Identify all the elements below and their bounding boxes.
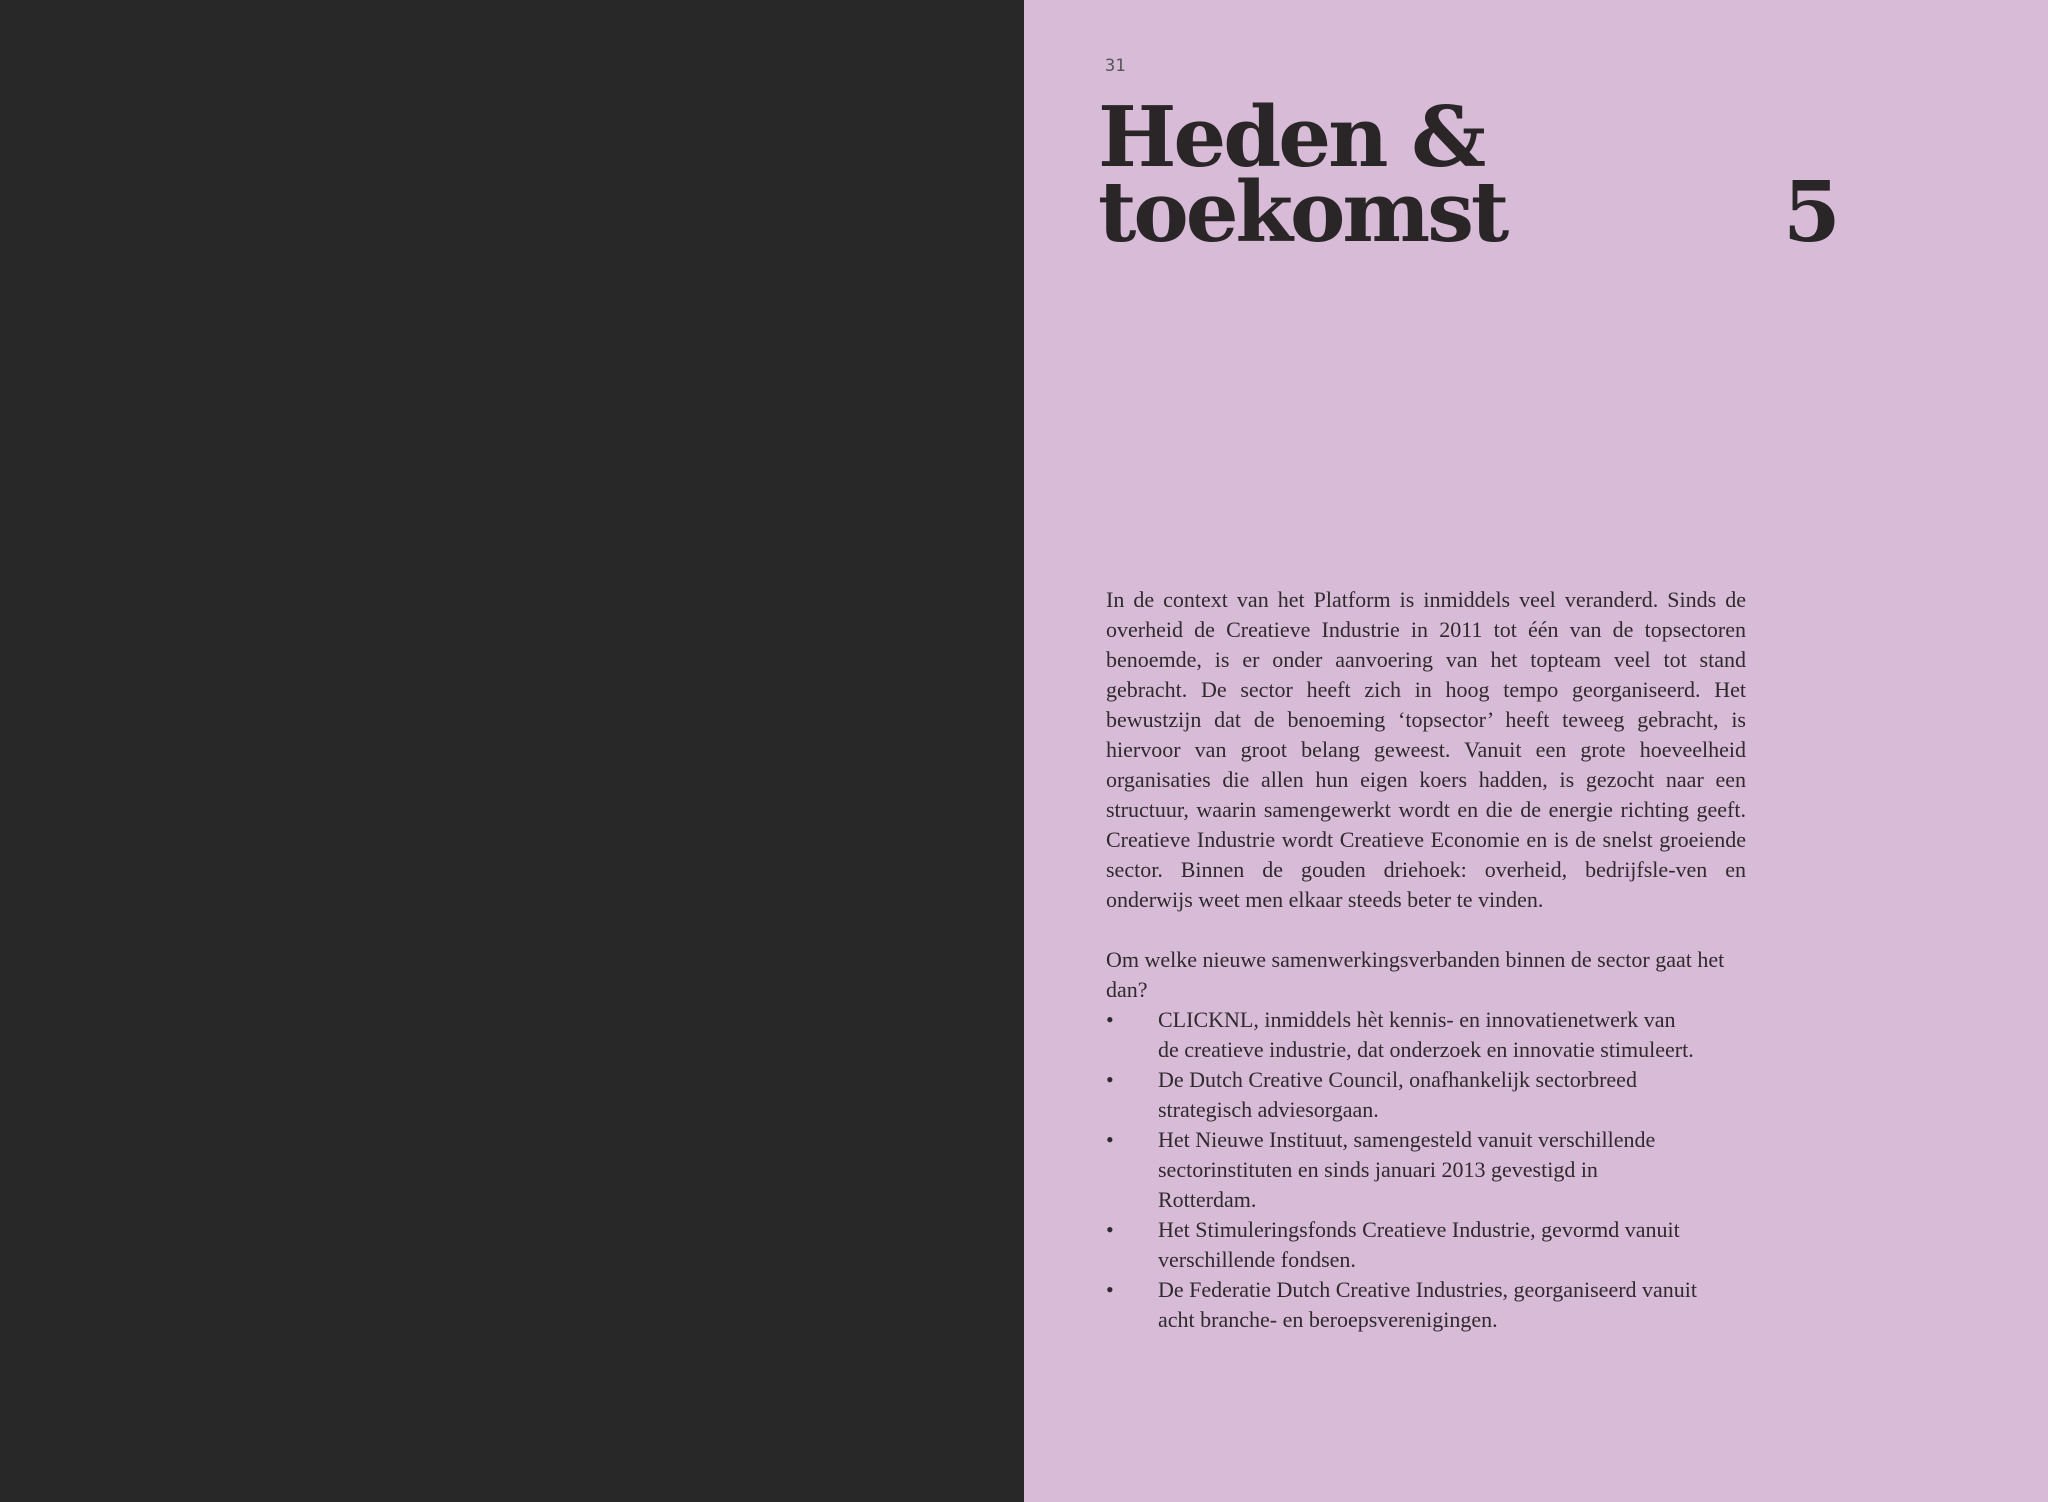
list-item-text: Het Stimuleringsfonds Creatieve Industrie, gevormd vanuit verschillende fondsen.	[1158, 1217, 1680, 1272]
list-item-text: Het Nieuwe Instituut, samengesteld vanuit verschillende sectorinstituten en sinds januari 2013 gevestigd in Rotterdam.	[1158, 1127, 1656, 1212]
page-number: 31	[1105, 56, 1126, 76]
intro-paragraph: In de context van het Platform is inmiddels veel veranderd. Sinds de overheid de Creatieve Industrie in 2011 tot één van de topsectoren benoemde, is er onder aanvoering van het topteam veel tot stand gebracht. De sector heeft zich in hoog tempo georganiseerd. Het bewustzijn dat de benoeming ‘topsector’ heeft teweeg gebracht, is hiervoor van groot belang geweest. Vanuit een grote hoeveelheid organisaties die allen hun eigen koers hadden, is gezocht naar een structuur, waarin samengewerkt wordt en die de energie richting geeft. Creatieve Industrie wordt Creatieve Economie en is de snelst groeiende sector. Binnen de gouden driehoek: overheid, bedrijfsle-ven en onderwijs weet men elkaar steeds beter te vinden.	[1106, 587, 1746, 912]
chapter-title	[1098, 88, 1507, 261]
list-item	[1106, 1005, 1698, 1065]
bullet-icon: •	[1106, 1127, 1114, 1152]
list-item	[1106, 1275, 1698, 1335]
list-item-text: De Dutch Creative Council, onafhankelijk sectorbreed strategisch adviesorgaan.	[1158, 1067, 1637, 1122]
list-item	[1106, 1215, 1698, 1275]
list-item-text: De Federatie Dutch Creative Industries, georganiseerd vanuit acht branche- en beroepsverenigingen.	[1158, 1277, 1698, 1332]
bullet-icon: •	[1106, 1217, 1114, 1242]
body-text	[1106, 585, 1746, 1335]
bullet-icon: •	[1106, 1067, 1114, 1092]
organizations-list	[1106, 1005, 1746, 1335]
bullet-icon: •	[1106, 1277, 1114, 1302]
list-item	[1106, 1125, 1698, 1215]
question-paragraph: Om welke nieuwe samenwerkingsverbanden binnen de sector gaat het dan?	[1106, 947, 1725, 1002]
bullet-icon: •	[1106, 1007, 1114, 1032]
chapter-number: 5	[1783, 163, 1841, 261]
right-page	[1024, 0, 2048, 1502]
chapter-title-line-2: toekomst	[1098, 163, 1507, 261]
list-item-text: CLICKNL, inmiddels hèt kennis- en innovatienetwerk van de creatieve industrie, dat onderzoek en innovatie stimuleert.	[1158, 1007, 1694, 1062]
chapter-title-line-1: Heden &	[1098, 88, 1484, 186]
list-item	[1106, 1065, 1698, 1125]
